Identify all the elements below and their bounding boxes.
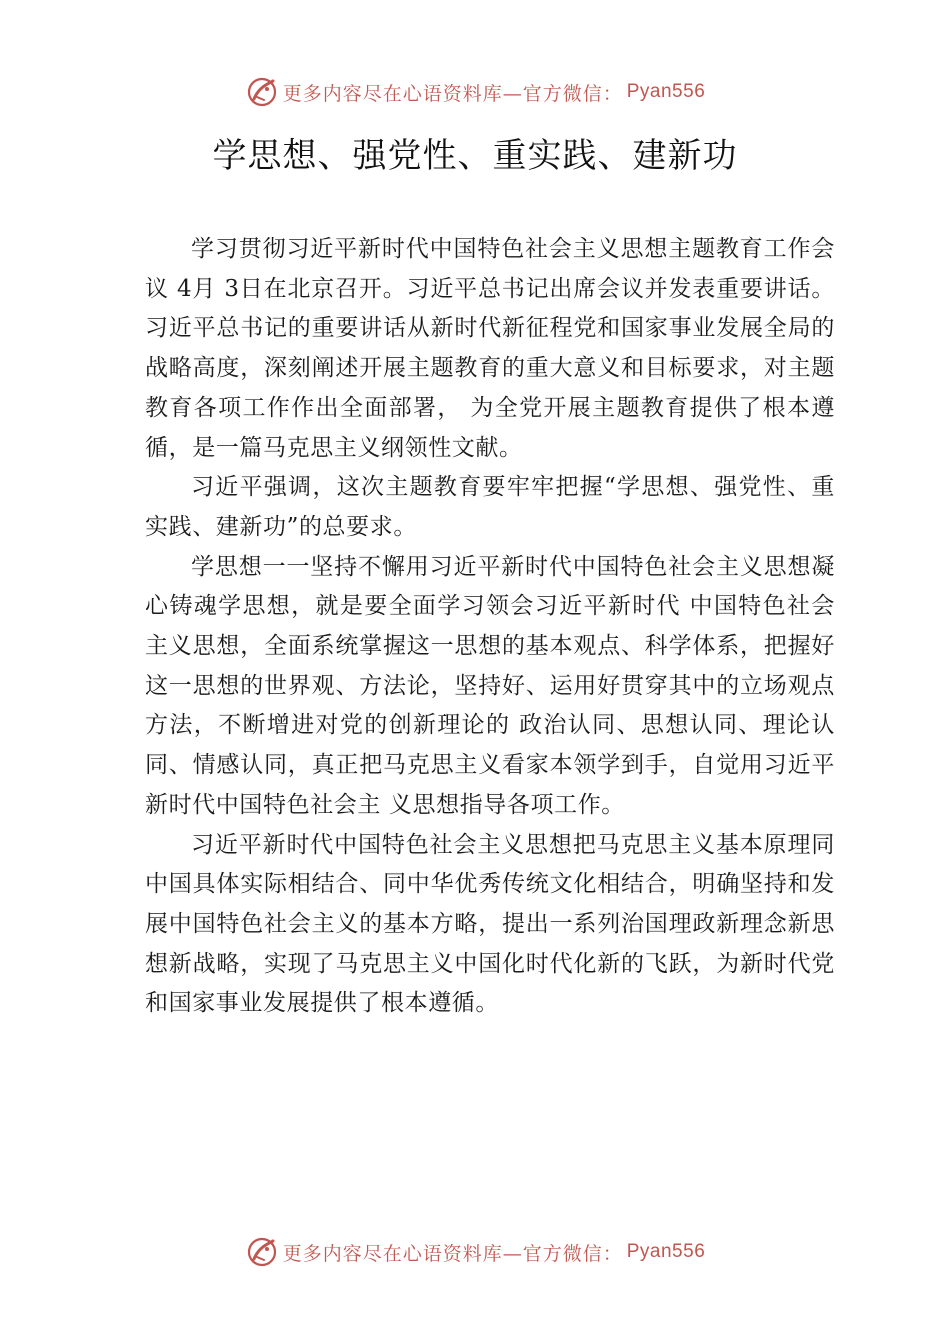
- paragraph: 学习贯彻习近平新时代中国特色社会主义思想主题教育工作会议 4月 3日在北京召开。习近平总书记出席会议并发表重要讲话。习近平总书记的重要讲话从新时代新征程党和国家事业发展全局的战略高度，深刻阐述开展主题教育的重大意义和目标要求，对主题教育各项工作作出全面部署， 为全党开展主题教育提供了根本遵循，是一篇马克思主义纲领性文献。: [145, 236, 835, 461]
- document-body: [145, 230, 835, 1024]
- watermark-wechat-id: Pyan556: [626, 81, 706, 102]
- watermark-text: 更多内容尽在心语资料库—官方微信：: [282, 82, 623, 105]
- footer-watermark: [0, 1234, 950, 1270]
- brush-logo-icon: [245, 75, 279, 109]
- watermark-text: 更多内容尽在心语资料库—官方微信：: [282, 1242, 623, 1265]
- paragraph: 学思想一一坚持不懈用习近平新时代中国特色社会主义思想凝心铸魂学思想，就是要全面学习领会习近平新时代 中国特色社会主义思想，全面系统掌握这一思想的基本观点、科学体系，把握好这一思想的世界观、方法论，坚持好、运用好贯穿其中的立场观点方法，不断增进对党的创新理论的 政治认同、思想认同、理论认同、情感认同，真正把马克思主义看家本领学到手，自觉用习近平新时代中国特色社会主 义思想指导各项工作。: [145, 553, 835, 818]
- paragraph: 习近平新时代中国特色社会主义思想把马克思主义基本原理同中国具体实际相结合、同中华优秀传统文化相结合，明确坚持和发展中国特色社会主义的基本方略，提出一系列治国理政新理念新思想新战略，实现了马克思主义中国化时代化新的飞跃，为新时代党和国家事业发展提供了根本遵循。: [145, 831, 835, 1017]
- header-watermark: [0, 74, 950, 110]
- paragraph: 习近平强调，这次主题教育要牢牢把握“学思想、强党性、重实践、建新功”的总要求。: [145, 474, 835, 540]
- watermark-wechat-id: Pyan556: [626, 1241, 706, 1262]
- document-title: 学思想、强党性、重实践、建新功: [212, 136, 738, 176]
- brush-logo-icon: [245, 1235, 279, 1269]
